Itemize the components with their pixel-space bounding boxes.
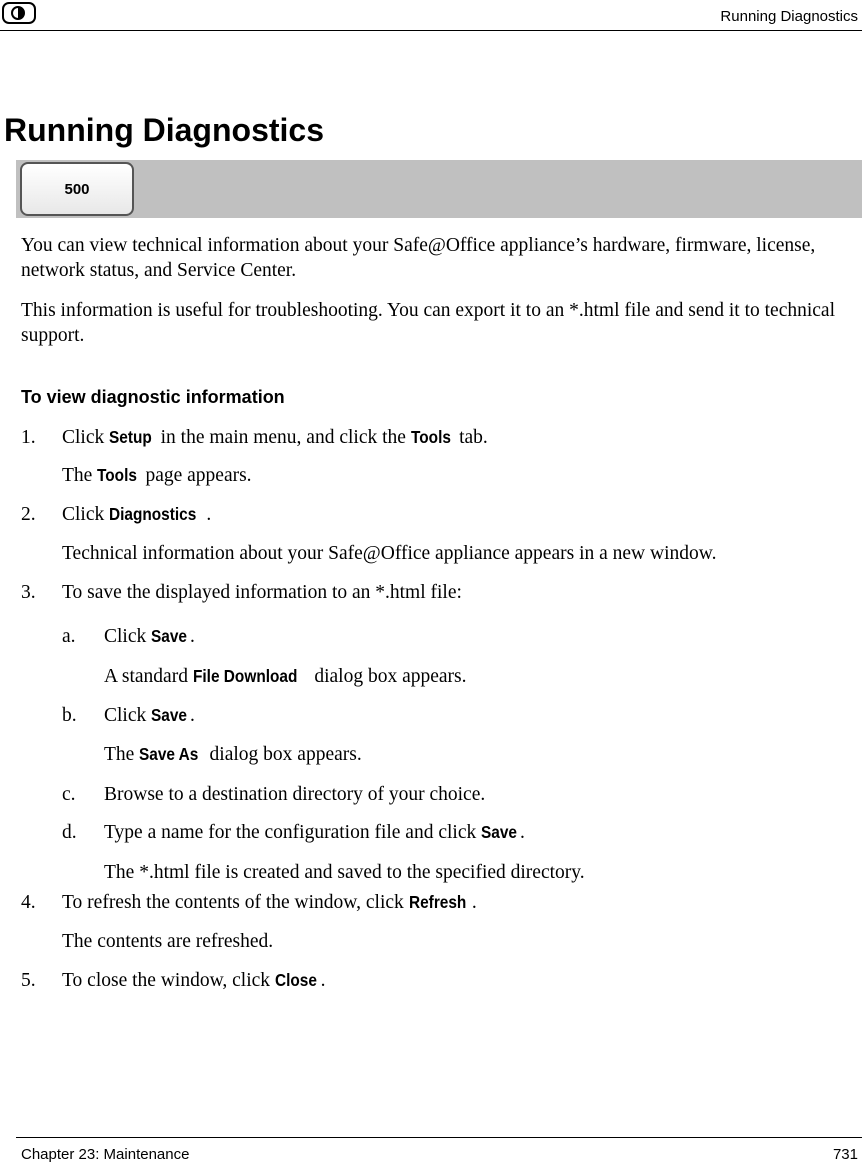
substep-letter: a.	[62, 626, 76, 647]
step-5: To close the window, click Close .	[62, 970, 326, 991]
header-rule	[0, 30, 862, 31]
substep-b-result: The Save As dialog box appears.	[104, 744, 362, 765]
ui-term: File Download	[192, 666, 298, 686]
footer-page-number: 731	[832, 1146, 858, 1163]
procedure-title: To view diagnostic information	[21, 387, 285, 407]
ui-term: Refresh	[408, 892, 466, 912]
ui-term: Save As	[139, 744, 199, 764]
page-title: Running Diagnostics	[4, 112, 324, 148]
step-1: Click Setup in the main menu, and click the Tools tab.	[62, 427, 488, 448]
badge-bar	[16, 160, 862, 218]
step-1-result: The Tools page appears.	[62, 465, 252, 486]
step-number: 1.	[21, 427, 36, 448]
footer-rule	[16, 1137, 862, 1138]
intro-paragraph-2: This information is useful for troubleshooting. You can export it to an *.html file and send it to technical support.	[21, 300, 835, 346]
ui-term: Save	[481, 822, 518, 842]
step-number: 4.	[21, 892, 36, 913]
model-badge: 500	[20, 162, 134, 216]
running-header: Running Diagnostics	[720, 8, 858, 25]
substep-c: Browse to a destination directory of your choice.	[104, 784, 486, 805]
step-3: To save the displayed information to an *.html file:	[62, 582, 462, 603]
step-2-result: Technical information about your Safe@Office appliance appears in a new window.	[62, 543, 717, 564]
substep-d-result: The *.html file is created and saved to the specified directory.	[104, 862, 585, 883]
footer-chapter: Chapter 23: Maintenance	[21, 1146, 190, 1163]
substep-a-result: A standard File Download dialog box appears.	[104, 666, 467, 687]
ui-term: Close	[274, 970, 317, 990]
substep-letter: c.	[62, 784, 76, 805]
step-2: Click Diagnostics .	[62, 504, 212, 525]
step-4-result: The contents are refreshed.	[62, 931, 274, 952]
ui-term: Save	[151, 705, 188, 725]
substep-letter: d.	[62, 822, 77, 843]
ui-term: Setup	[109, 427, 152, 447]
ui-term: Tools	[97, 465, 138, 485]
ui-term: Save	[151, 626, 188, 646]
step-number: 5.	[21, 970, 36, 991]
step-number: 3.	[21, 582, 36, 603]
ui-term: Diagnostics	[109, 504, 197, 524]
step-number: 2.	[21, 504, 36, 525]
appliance-logo-icon	[2, 2, 36, 24]
intro-paragraph-1: You can view technical information about your Safe@Office appliance’s hardware, firmware, license, network status, and Service Center.	[21, 235, 816, 281]
step-4: To refresh the contents of the window, click Refresh .	[62, 892, 477, 913]
substep-d: Type a name for the configuration file and click Save .	[104, 822, 525, 843]
substep-b: Click Save .	[104, 705, 195, 726]
substep-a: Click Save .	[104, 626, 195, 647]
substep-letter: b.	[62, 705, 77, 726]
ui-term: Tools	[410, 427, 451, 447]
